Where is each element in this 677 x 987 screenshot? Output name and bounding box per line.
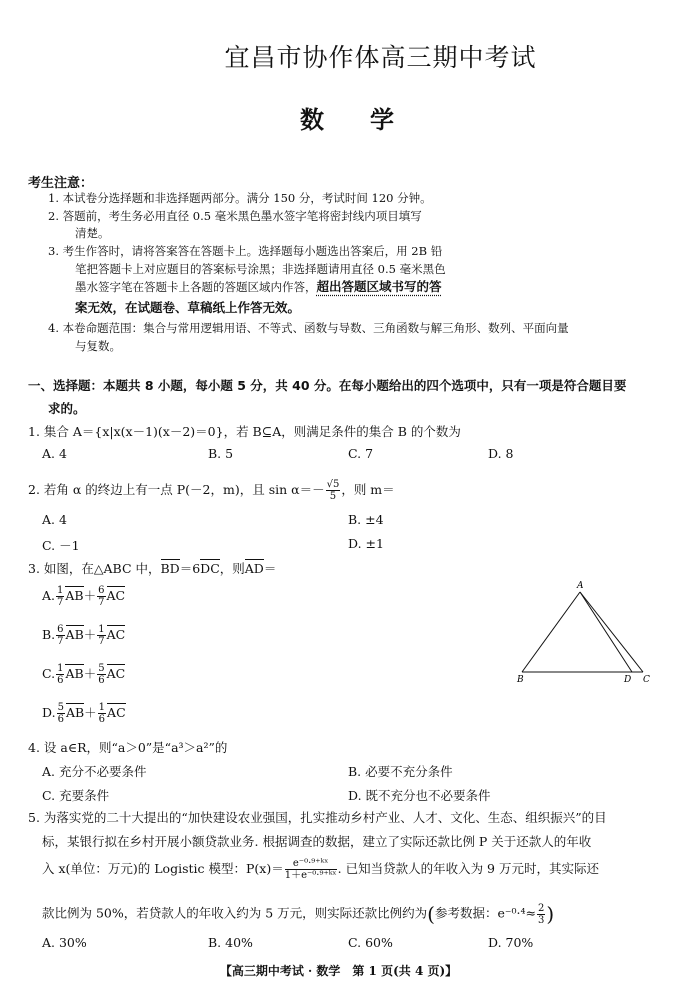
notice-item-3a: 3. 考生作答时，请将答案答在答题卡上。选择题每小题选出答案后，用 2B 铅: [48, 244, 443, 258]
q5-option-d: D. 70%: [488, 935, 534, 950]
triangle-figure: [512, 578, 657, 684]
segment-ad: [580, 592, 632, 672]
q3-option-a: A. $\frac{1}{7}$ AB＋ $\frac{6}{7}$ AC: [42, 585, 126, 608]
q2-fraction: [326, 479, 341, 502]
q1-option-c: C. 7: [348, 446, 374, 461]
notice-item-3b: 笔把答题卡上对应题目的答案标号涂黑；非选择题请用直径 0.5 毫米黑色: [75, 262, 446, 276]
q4-option-b: B. 必要不充分条件: [348, 764, 453, 779]
q1-option-d: D. 8: [488, 446, 514, 461]
notice-item-4a: 4. 本卷命题范围：集合与常用逻辑用语、不等式、函数与导数、三角函数与解三角形、数列、平面向量: [48, 321, 569, 335]
side-ab: [522, 592, 580, 672]
page-footer: 【高三期中考试 · 数学 第 1 页(共 4 页)】: [219, 964, 458, 978]
q4-option-d: D. 既不充分也不必要条件: [348, 788, 491, 803]
q4-option-c: C. 充要条件: [42, 788, 110, 803]
notice-item-4b: 与复数。: [75, 339, 121, 353]
section-heading-cont: 求的。: [48, 401, 86, 416]
q3-option-c: C. $\frac{1}{6}$ AB＋ $\frac{5}{6}$ AC: [42, 663, 126, 686]
q3-vec-dc: DC: [200, 561, 220, 576]
section-heading: 一、选择题：本题共 8 小题，每小题 5 分，共 40 分。在每小题给出的四个选项中，只有一项是符合题目要: [28, 378, 627, 393]
q3-stem-pre: 3. 如图，在△ABC 中，: [28, 561, 161, 576]
q3-option-b: B. $\frac{6}{7}$ AB＋ $\frac{1}{7}$ AC: [42, 624, 126, 647]
notice-item-3e: 案无效，在试题卷、草稿纸上作答无效。: [75, 300, 301, 315]
q3-stem-mid: ＝6: [179, 561, 201, 576]
q5-frac-den: 1＋e⁻⁰·⁹⁺ᵏˣ: [284, 870, 337, 881]
q1-option-a: A. 4: [42, 446, 67, 461]
label-c: C: [643, 675, 650, 684]
notice-heading: 考生注意：: [28, 176, 94, 191]
q3-vec-bd: BD: [160, 561, 180, 576]
label-a: A: [577, 581, 584, 591]
q1-option-b: B. 5: [208, 446, 234, 461]
q5-line-3-pre: 入 x(单位：万元)的 Logistic 模型：P(x)＝: [42, 861, 284, 876]
q5-line-3: [42, 858, 599, 881]
q5-option-c: C. 60%: [348, 935, 393, 950]
notice-item-3d: 超出答题区域书写的答: [316, 279, 442, 294]
subject-title: 数学: [300, 105, 440, 134]
q5-line-3-post: . 已知当贷款人的年收入为 9 万元时，其实际还: [337, 861, 599, 876]
q5-option-b: B. 40%: [208, 935, 253, 950]
q5-line-4: 款比例为 50%，若贷款人的年收入约为 5 万元，则实际还款比例约为(参考数据：e⁻⁰·⁴≈ $\frac{2}{3}$ ): [42, 902, 555, 926]
q1-stem: 1. 集合 A＝{x|x(x－1)(x－2)＝0}，若 B⊆A，则满足条件的集合 B 的个数为: [28, 424, 461, 439]
exam-title: 宜昌市协作体高三期中考试: [224, 43, 537, 72]
q2-stem-post: ，则 m＝: [341, 482, 395, 497]
q2-option-b: B. ±4: [348, 512, 384, 527]
q5-line-4-pre: 款比例为 50%，若贷款人的年收入约为 5 万元，则实际还款比例约为: [42, 905, 428, 921]
notice-item-1: 1. 本试卷分选择题和非选择题两部分。满分 150 分，考试时间 120 分钟。: [48, 191, 432, 205]
q5-logistic-fraction: [285, 858, 337, 881]
q2-frac-den: 5: [329, 491, 337, 502]
q5-ref-pre: 参考数据：e⁻⁰·⁴≈: [434, 905, 536, 921]
q2-frac-num: √5: [326, 479, 340, 490]
label-d: D: [624, 675, 632, 684]
notice-item-2a: 2. 答题前，考生务必用直径 0.5 毫米黑色墨水签字笔将密封线内项目填写: [48, 209, 422, 223]
q5-line-2: 标，某银行拟在乡村开展小额贷款业务. 根据调查的数据，建立了实际还款比例 P 关于还款人的年收: [42, 834, 592, 849]
q4-option-a: A. 充分不必要条件: [42, 764, 147, 779]
q2-option-d: D. ±1: [348, 536, 384, 551]
q3-stem-mid2: ，则: [219, 561, 245, 576]
q4-stem: 4. 设 a∈R，则“a＞0”是“a³＞a²”的: [28, 740, 228, 755]
q5-ref-fraction: $\frac{2}{3}$: [537, 902, 545, 926]
q3-vec-ad: AD: [244, 561, 264, 576]
notice-item-3c-line: [75, 279, 442, 295]
q5-option-a: A. 30%: [42, 935, 87, 950]
q3-stem: [28, 559, 276, 577]
notice-item-2b: 清楚。: [75, 226, 110, 240]
side-ac: [580, 592, 643, 672]
q2-option-a: A. 4: [42, 512, 67, 527]
q2-stem-pre: 2. 若角 α 的终边上有一点 P(－2，m)，且 sin α＝－: [28, 482, 325, 497]
q2-stem: [28, 479, 395, 502]
label-b: B: [517, 675, 524, 684]
q5-frac-num: e⁻⁰·⁹⁺ᵏˣ: [285, 858, 337, 870]
q2-option-c: C. －1: [42, 538, 80, 553]
notice-item-3c: 墨水签字笔在答题卡上各题的答题区域内作答，: [75, 280, 317, 294]
q5-line-1: 5. 为落实党的二十大提出的“加快建设农业强国，扎实推动乡村产业、人才、文化、生态、组织振兴”的目: [28, 810, 607, 825]
q3-stem-end: ＝: [263, 561, 277, 576]
q3-option-d: D. $\frac{5}{6}$ AB＋ $\frac{1}{6}$ AC: [42, 702, 126, 725]
